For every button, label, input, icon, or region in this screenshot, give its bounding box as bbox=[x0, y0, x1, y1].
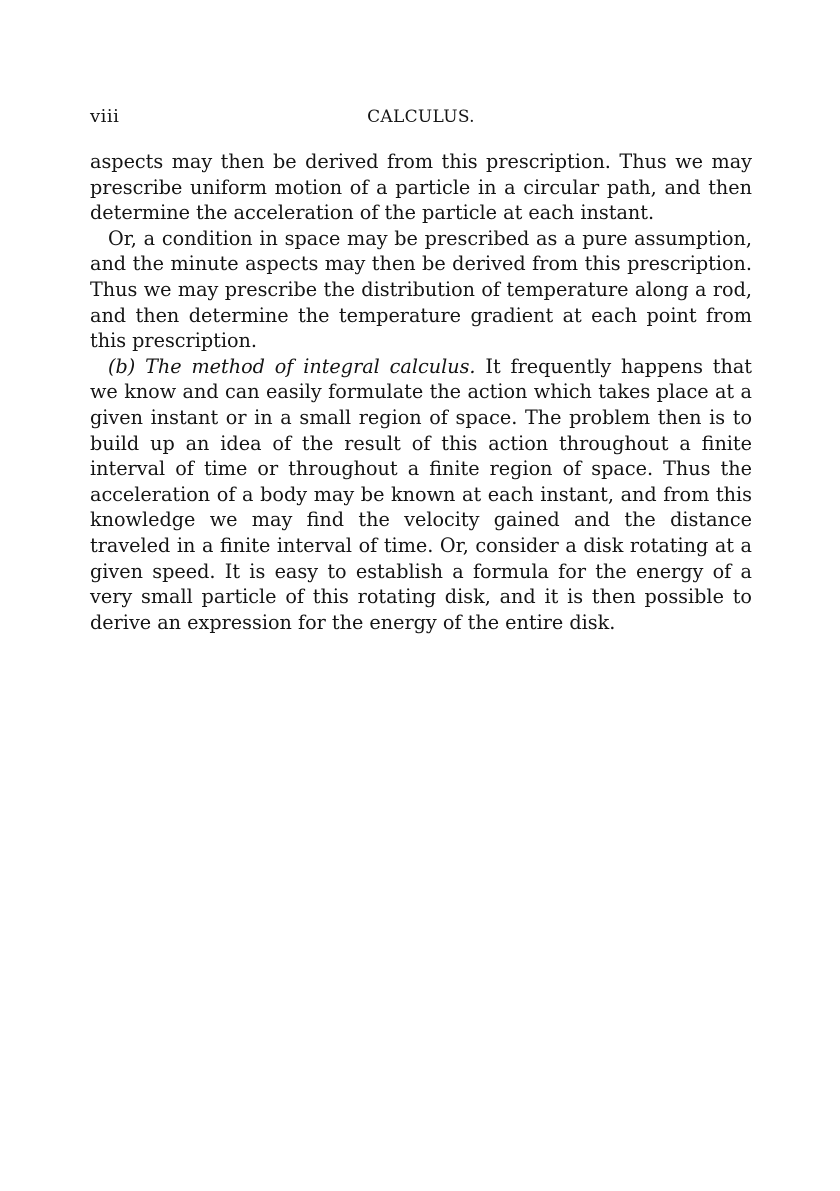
paragraph-text: aspects may then be derived from this prescription. Thus we may prescribe uniform motion of a particle in a circular path, and then determine the acceleration of the particle at each instant. bbox=[90, 150, 752, 225]
running-head bbox=[90, 104, 752, 130]
section-label: (b) bbox=[108, 354, 136, 378]
paragraph-continuation bbox=[90, 149, 752, 226]
page-number: viii bbox=[90, 106, 120, 127]
section-heading: The method of integral calculus. bbox=[145, 354, 476, 378]
paragraph-text: It frequently happens that we know and can easily formulate the action which takes place at a given instant or in a small region of space. The problem then is to build up an idea of the result of this action throughout a finite interval of time or throughout a finite region of space. Thus the acceleration of a body may be known at each instant, and from this knowledge we may find the velocity gained and the distance traveled in a finite interval of time. Or, consider a disk rotating at a given speed. It is easy to establish a formula for the energy of a very small particle of this rotating disk, and it is then possible to derive an expression for the energy of the entire disk. bbox=[90, 354, 752, 634]
body-text bbox=[90, 149, 752, 635]
paragraph-space-prescription bbox=[90, 226, 752, 354]
paragraph-text: Or, a condition in space may be prescribed as a pure assumption, and the minute aspects may then be derived from this prescription. Thus we may prescribe the distribution of temperature along a rod, and then determine the temperature gradient at each point from this prescription. bbox=[90, 226, 752, 353]
running-title: CALCULUS. bbox=[367, 107, 475, 127]
paragraph-integral-calculus bbox=[90, 354, 752, 636]
